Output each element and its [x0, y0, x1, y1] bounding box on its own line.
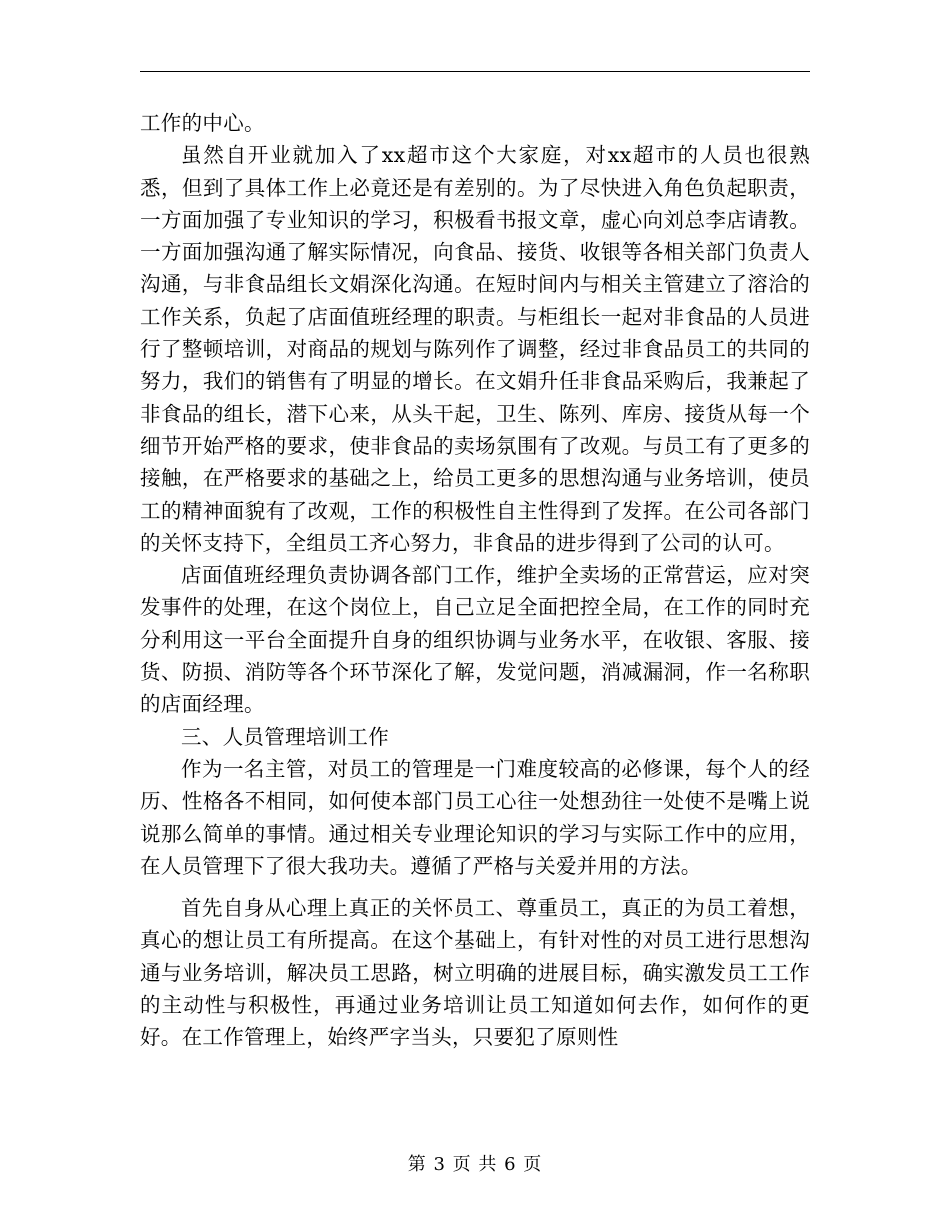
page-footer — [0, 1150, 950, 1176]
page-number-label: 第 3 页 共 6 页 — [407, 1154, 543, 1175]
paragraph: 虽然自开业就加入了xx超市这个大家庭，对xx超市的人员也很熟悉，但到了具体工作上必竟还是有差别的。为了尽快进入角色负起职责，一方面加强了专业知识的学习，积极看书报文章，虚心向刘总李店请教。一方面加强沟通了解实际情况，向食品、接货、收银等各相关部门负责人沟通，与非食品组长文娟深化沟通。在短时间内与相关主管建立了溶洽的工作关系，负起了店面值班经理的职责。与柜组长一起对非食品的人员进行了整顿培训，对商品的规划与陈列作了调整，经过非食品员工的共同的努力，我们的销售有了明显的增长。在文娟升任非食品采购后，我兼起了非食品的组长，潜下心来，从头干起，卫生、陈列、库房、接货从每一个细节开始严格的要求，使非食品的卖场氛围有了改观。与员工有了更多的接触，在严格要求的基础之上，给员工更多的思想沟通与业务培训，使员工的精神面貌有了改观，工作的积极性自主性得到了发挥。在公司各部门的关怀支持下，全组员工齐心努力，非食品的进步得到了公司的认可。 — [140, 143, 810, 555]
paragraph: 作为一名主管，对员工的管理是一门难度较高的必修课，每个人的经历、性格各不相同，如何使本部门员工心往一处想劲往一处使不是嘴上说说那么简单的事情。通过相关专业理论知识的学习与实际工作中的应用，在人员管理下了很大我功夫。遵循了严格与关爱并用的方法。 — [140, 756, 810, 878]
document-body — [140, 107, 810, 1054]
paragraph-continuation: 工作的中心。 — [140, 111, 265, 135]
paragraph: 店面值班经理负责协调各部门工作，维护全卖场的正常营运，应对突发事件的处理，在这个岗位上，自己立足全面把控全局，在工作的同时充分利用这一平台全面提升自身的组织协调与业务水平，在收银、客服、接货、防损、消防等各个环节深化了解，发觉问题，消减漏洞，作一名称职的店面经理。 — [140, 563, 810, 717]
paragraph: 首先自身从心理上真正的关怀员工、尊重员工，真正的为员工着想，真心的想让员工有所提高。在这个基础上，有针对性的对员工进行思想沟通与业务培训，解决员工思路，树立明确的进展目标，确实激发员工工作的主动性与积极性，再通过业务培训让员工知道如何去作，如何作的更好。在工作管理上，始终严字当头，只要犯了原则性 — [140, 896, 810, 1050]
section-heading: 三、人员管理培训工作 — [181, 724, 389, 749]
header-rule — [140, 71, 810, 72]
